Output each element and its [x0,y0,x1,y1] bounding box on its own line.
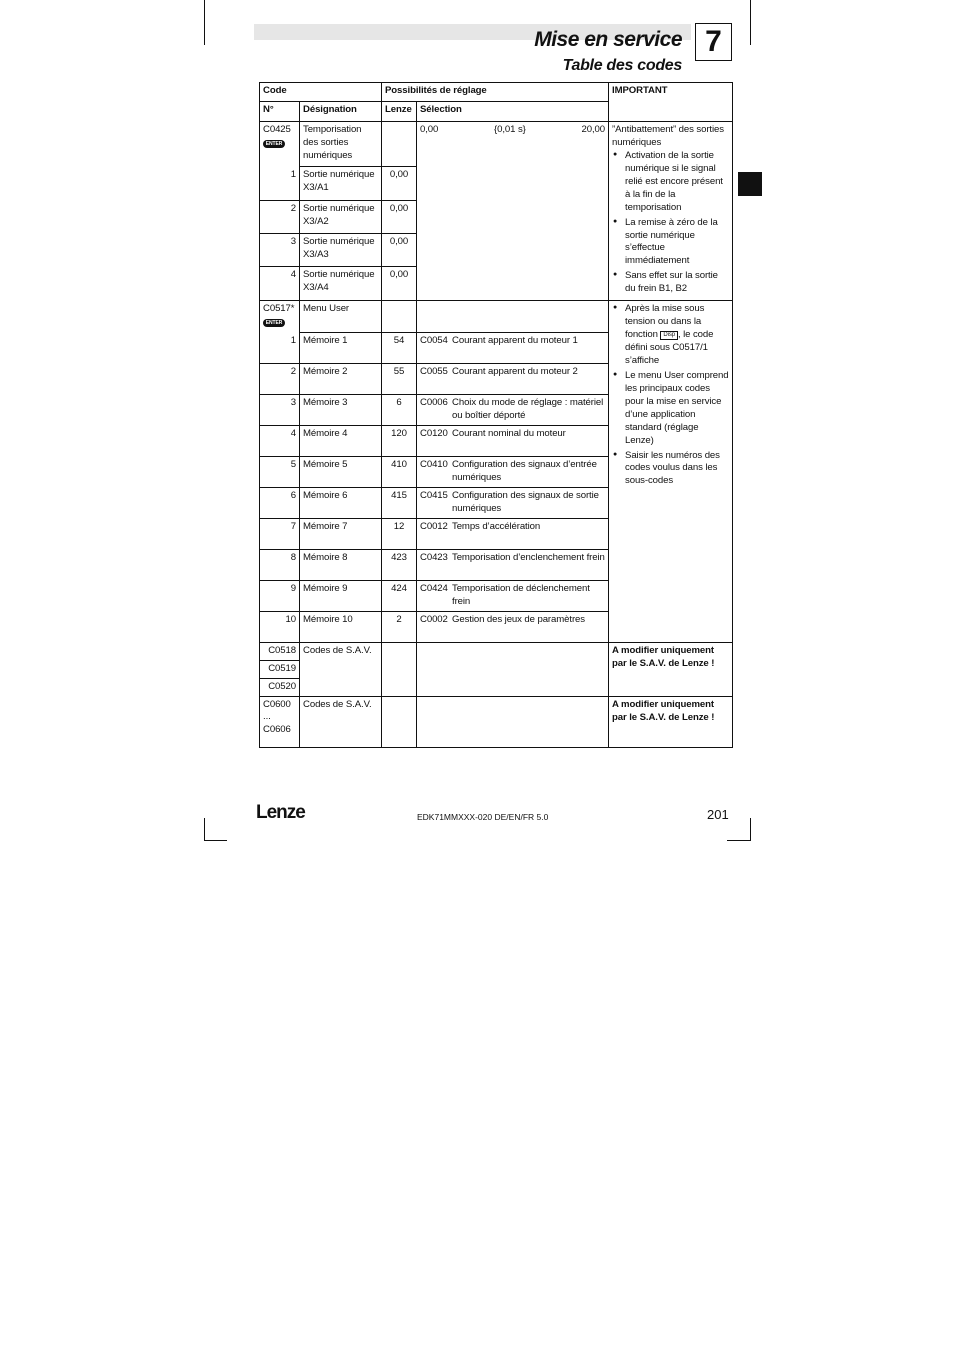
code-c0425: C0425 [263,124,291,135]
code-c0520: C0520 [260,678,300,696]
designation-cell: Mémoire 1 [300,333,382,364]
code-c0606: C0606 [263,723,291,735]
designation-cell: Mémoire 9 [300,581,382,612]
enter-key-icon: ENTER [263,319,285,327]
document-reference: EDK71MMXXX-020 DE/EN/FR 5.0 [417,812,549,822]
table-row [260,122,733,167]
header-selection: Sélection [417,102,609,122]
lenze-cell: 415 [382,488,417,519]
subcode-number: 2 [260,201,300,234]
selection-text: Configuration des signaux de sortie numériques [452,490,599,514]
designation-cell: Mémoire 3 [300,395,382,426]
selection-cell [417,488,609,519]
lenze-cell: 12 [382,519,417,550]
list-item: ● Activation de la sortie numérique si le signal relié est encore présent à la fin de la temporisation [612,150,729,215]
designation-cell: Mémoire 8 [300,550,382,581]
subcode-number: 1 [260,167,300,201]
selection-max: 20,00 [581,124,606,135]
crop-mark [750,0,751,45]
important-list [612,150,729,296]
selection-code: C0120 [420,428,448,440]
selection-code: C0002 [420,614,448,626]
lenze-cell [382,643,417,697]
header-important: IMPORTANT [609,83,733,122]
designation-cell: Sortie numérique X3/A1 [300,167,382,201]
designation-cell: Mémoire 2 [300,364,382,395]
selection-code: C0055 [420,366,448,378]
selection-cell [417,581,609,612]
designation-cell: Sortie numérique X3/A4 [300,267,382,301]
subcode-number: 3 [260,395,300,426]
designation-cell: Mémoire 5 [300,457,382,488]
code-c0517: C0517* [263,303,295,315]
subcode-number: 4 [260,267,300,301]
designation-cell: Mémoire 4 [300,426,382,457]
selection-text: Courant nominal du moteur [452,428,566,440]
selection-cell [417,643,609,697]
selection-code: C0423 [420,552,448,564]
code-c0519: C0519 [260,661,300,679]
important-cell [609,122,733,301]
selection-text: Temporisation de déclenchement frein [452,583,590,607]
selection-cell [417,122,609,301]
code-cell [260,301,300,333]
subcode-number: 8 [260,550,300,581]
selection-text: Gestion des jeux de paramètres [452,614,585,626]
lenze-cell: 0,00 [382,234,417,267]
selection-cell [417,550,609,581]
designation-cell: Codes de S.A.V. [300,696,382,747]
designation-cell: Sortie numérique X3/A3 [300,234,382,267]
header-code: Code [260,83,382,102]
lenze-cell [382,696,417,747]
selection-cell [417,457,609,488]
lenze-cell: 423 [382,550,417,581]
subcode-number: 5 [260,457,300,488]
enter-key-icon: ENTER [263,140,285,148]
selection-text: Choix du mode de réglage : matériel ou boîtier déporté [452,397,604,422]
designation-cell: Codes de S.A.V. [300,643,382,697]
list-item: ● La remise à zéro de la sortie numérique s’effectue immédiatement [612,217,729,269]
selection-code: C0410 [420,459,448,471]
header-designation: Désignation [300,102,382,122]
chapter-title: Mise en service [534,28,682,51]
selection-cell [417,426,609,457]
selection-text: Courant apparent du moteur 1 [452,335,578,347]
section-title: Table des codes [562,57,682,74]
important-cell: A modifier uniquement par le S.A.V. de Lenze ! [609,696,733,747]
selection-text: Temporisation d’enclenchement frein [452,552,605,564]
designation-cell: Mémoire 7 [300,519,382,550]
selection-code: C0424 [420,583,448,595]
selection-text: Temps d’accélération [452,521,541,533]
selection-min: 0,00 [420,124,439,135]
selection-code: C0006 [420,397,448,409]
lenze-cell: 0,00 [382,201,417,234]
subcode-number: 6 [260,488,300,519]
subcode-number: 7 [260,519,300,550]
crop-mark [750,818,751,840]
list-item: ● Le menu User comprend les principaux codes pour la mise en service d’une application standard (réglage Lenze) [612,370,729,448]
designation-cell: Temporisation des sorties numériques [300,122,382,167]
code-table [259,82,733,748]
selection-code: C0415 [420,490,448,502]
table-row [260,301,733,333]
table-header-row [260,83,733,102]
bullet-text: , le code défini sous C0517/1 s’affiche [625,329,714,366]
table-row [260,696,733,747]
selection-code: C0012 [420,521,448,533]
designation-cell: Mémoire 10 [300,612,382,643]
selection-cell [417,333,609,364]
disp-key-icon: Disp [660,331,678,340]
header-possibilities: Possibilités de réglage [382,83,609,102]
header-number: N° [260,102,300,122]
selection-cell [417,612,609,643]
selection-text: Configuration des signaux d’entrée numériques [452,459,597,483]
code-cell [260,122,300,167]
important-intro: ”Antibattement” des sorties numériques [612,124,724,148]
selection-code: C0054 [420,335,448,347]
subcode-number: 3 [260,234,300,267]
lenze-cell: 55 [382,364,417,395]
lenze-cell: 54 [382,333,417,364]
header-lenze: Lenze [382,102,417,122]
designation-cell: Mémoire 6 [300,488,382,519]
bullet-text: Après la mise sous tension ou dans la fonction [625,303,705,341]
lenze-cell: 410 [382,457,417,488]
subcode-number: 1 [260,333,300,364]
designation-cell: Sortie numérique X3/A2 [300,201,382,234]
list-item: ● Saisir les numéros des codes voulus dans les sous-codes [612,450,729,489]
list-item [612,303,729,368]
selection-cell [417,519,609,550]
lenze-cell: 2 [382,612,417,643]
selection-cell [417,696,609,747]
lenze-cell: 424 [382,581,417,612]
page-number: 201 [707,807,729,822]
chapter-number: 7 [695,23,732,61]
subcode-number: 9 [260,581,300,612]
selection-cell [417,301,609,333]
code-c0600: C0600 [263,698,291,710]
lenze-cell: 0,00 [382,267,417,301]
subcode-number: 4 [260,426,300,457]
crop-mark [727,840,751,841]
lenze-logo: Lenze [256,802,305,823]
designation-cell: Menu User [300,301,382,333]
crop-mark [204,818,205,840]
list-item: ● Sans effet sur la sortie du frein B1, B2 [612,270,729,296]
code-c0518: C0518 [260,643,300,661]
subcode-number: 2 [260,364,300,395]
important-cell [609,301,733,643]
selection-cell [417,395,609,426]
important-cell: A modifier uniquement par le S.A.V. de Lenze ! [609,643,733,697]
lenze-cell: 0,00 [382,167,417,201]
crop-mark [204,840,227,841]
crop-mark [204,0,205,45]
table-row [260,643,733,661]
lenze-cell: 120 [382,426,417,457]
selection-cell [417,364,609,395]
lenze-cell [382,122,417,167]
lenze-cell: 6 [382,395,417,426]
chapter-tab-marker [738,172,762,196]
lenze-cell [382,301,417,333]
code-cell [260,696,300,747]
code-ellipsis: ... [263,710,271,722]
subcode-number: 10 [260,612,300,643]
important-list [612,303,729,488]
selection-step: {0,01 s} [494,124,526,135]
selection-text: Courant apparent du moteur 2 [452,366,578,378]
